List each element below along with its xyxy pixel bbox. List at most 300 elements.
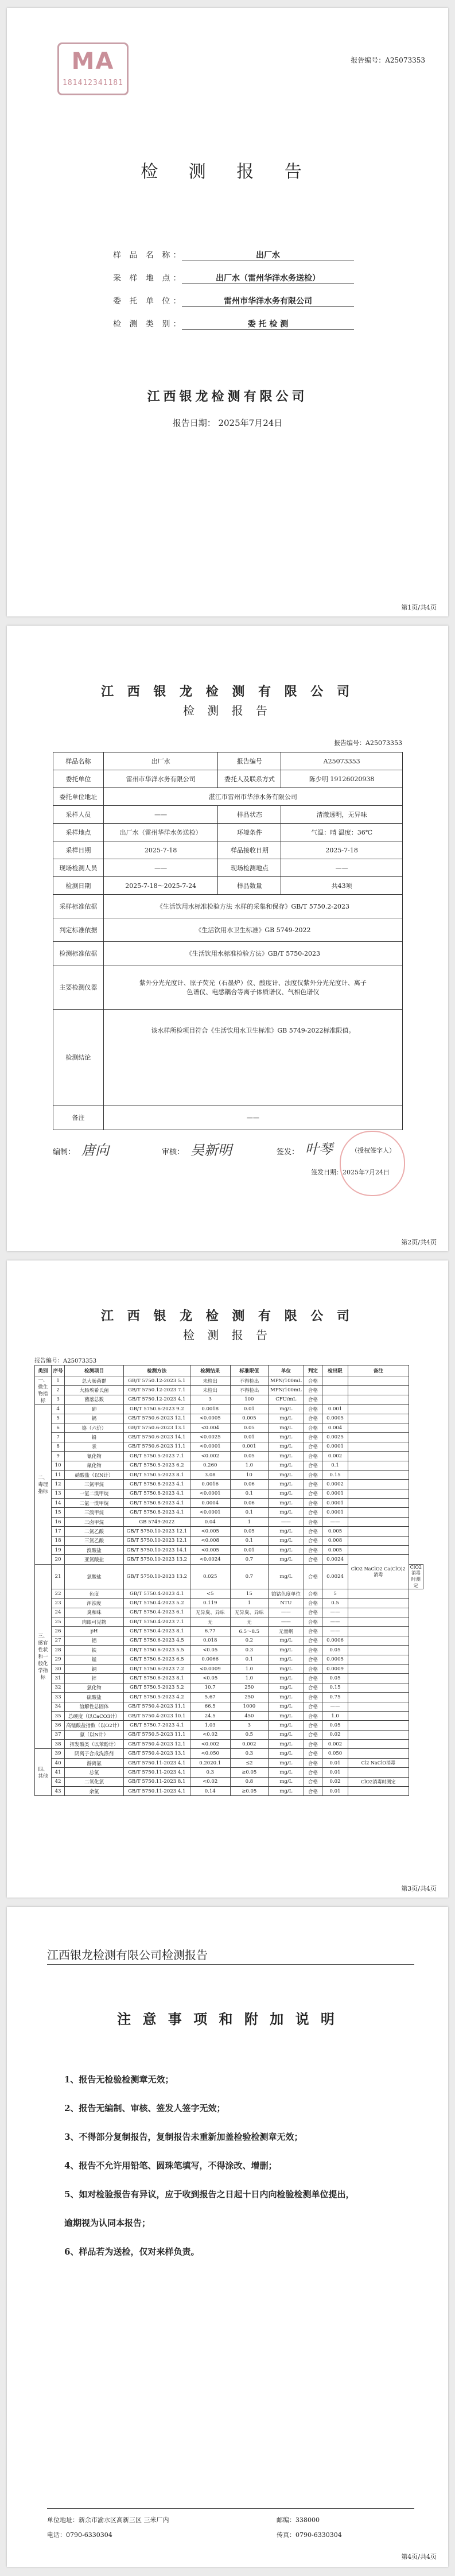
table-cell: 检测日期 [53,877,104,895]
method-cell: GB/T 5750.5-2023 4.2 [123,1693,190,1702]
method-cell: GB/T 5750.6-2023 6.5 [123,1655,190,1664]
seq-cell: 41 [51,1768,65,1777]
detection-limit-cell: —— [322,1627,348,1636]
address-value: 新余市渝水区高新三区 三米厂内 [79,2516,169,2524]
detection-limit-cell: 0.005 [322,1527,348,1536]
item-cell: 总大肠菌群 [65,1376,123,1386]
result-cell: <0.0024 [190,1555,230,1564]
detection-limit-cell: 0.050 [322,1749,348,1758]
unit-cell: mg/L [269,1555,304,1564]
header-cell: 序号 [51,1365,65,1376]
limit-cell: 250 [230,1683,269,1692]
judgement-cell: 合格 [304,1564,322,1589]
item-cell: 汞 [65,1442,123,1451]
limit-cell: 0.05 [230,1452,269,1461]
item-cell: 阴离子合成洗涤剂 [65,1749,123,1758]
remark-cell [348,1721,409,1730]
method-cell: GB/T 5750.6-2023 11.1 [123,1442,190,1451]
detection-limit-cell: 0.0024 [322,1564,348,1589]
table-cell: —— [103,806,218,824]
method-cell: GB/T 5750.6-2023 7.2 [123,1664,190,1673]
item-cell: 铝 [65,1636,123,1645]
table-row [35,1702,423,1711]
remark-cell [348,1683,409,1692]
method-cell: GB/T 5750.8-2023 4.1 [123,1499,190,1508]
detection-limit-cell [322,1376,348,1386]
table-cell: 样品接收日期 [218,841,281,859]
judgement-cell: 合格 [304,1461,322,1470]
item-cell: 砷 [65,1405,123,1414]
result-cell: 无异臭、异味 [190,1608,230,1617]
method-cell: GB/T 5750.10-2023 13.2 [123,1564,190,1589]
unit-cell: mg/L [269,1777,304,1786]
remark-cell [348,1546,409,1555]
field-label: 采 样 地 点： [113,274,184,283]
cma-seal [57,42,129,95]
item-cell: 镉 [65,1414,123,1423]
detection-limit-cell: —— [322,1608,348,1617]
item-cell: pH [65,1627,123,1636]
cover-field-type [113,318,354,334]
authorized-signer-note: （授权签字人） [351,1147,395,1154]
table-row [35,1758,423,1767]
result-cell: <0.0001 [190,1442,230,1451]
item-cell: 总氯 [65,1768,123,1777]
seq-cell: 4 [51,1405,65,1414]
footer-contact [47,2530,414,2539]
method-cell: GB/T 5750.6-2023 13.1 [123,1423,190,1432]
method-cell: GB/T 5750.6-2023 8.1 [123,1674,190,1683]
seq-cell: 27 [51,1636,65,1645]
header-cell: 检测方法 [123,1365,190,1376]
item-cell: 溶解性总固体 [65,1702,123,1711]
item-cell: 臭和味 [65,1608,123,1617]
limit-cell: 0.8 [230,1777,269,1786]
unit-cell: 无量纲 [269,1627,304,1636]
company-title: 江 西 银 龙 检 测 有 限 公 司 [101,684,354,699]
judgement-cell: 合格 [304,1423,322,1432]
remark-cell [348,1423,409,1432]
seq-cell: 43 [51,1787,65,1796]
item-cell: 一氯二溴甲烷 [65,1489,123,1498]
note-item: 逾期视为认同本报告； [64,2218,151,2228]
detection-limit-cell: 1.0 [322,1711,348,1720]
table-row [53,1105,403,1130]
table-cell: —— [281,859,403,877]
judgement-cell: 合格 [304,1636,322,1645]
detection-limit-cell: 0.01 [322,1768,348,1777]
table-cell: 判定标准依据 [53,918,104,942]
unit-cell: mg/L [269,1480,304,1489]
page-number: 第2页/共4页 [401,1239,437,1246]
limit-cell: 不得检出 [230,1386,269,1395]
detection-limit-cell: 0.15 [322,1470,348,1479]
method-cell: GB/T 5750.12-2023 5.1 [123,1376,190,1386]
seq-cell: 42 [51,1777,65,1786]
result-cell: <0.008 [190,1536,230,1545]
table-cell: 《生活饮用水标准检验方法 水样的采集和保存》GB/T 5750.2-2023 [103,895,402,918]
limit-cell: ≤2 [230,1758,269,1767]
limit-cell: 100 [230,1395,269,1404]
unit-cell: mg/L [269,1711,304,1720]
unit-cell: mg/L [269,1787,304,1796]
judgement-cell: 合格 [304,1702,322,1711]
table-cell: 清澈透明，无异味 [281,806,403,824]
report-date: 报告日期： 2025年7月24日 [172,418,283,428]
judgement-cell: 合格 [304,1405,322,1414]
category-cell: 二、毒理指标 [35,1405,52,1565]
header-cell: 检出限 [322,1365,348,1376]
table-cell: 采样日期 [53,841,104,859]
result-cell: 0.3 [190,1768,230,1777]
judgement-cell: 合格 [304,1664,322,1673]
header-cell: 备注 [348,1365,409,1376]
judgement-cell: 合格 [304,1768,322,1777]
field-value: 出厂水（雷州华洋水务送检） [182,272,354,284]
judgement-cell: 合格 [304,1414,322,1423]
table-row [53,806,403,824]
seq-cell: 6 [51,1423,65,1432]
table-row [35,1636,423,1645]
table-cell: 2025-7-18 [103,841,218,859]
limit-cell: 1.0 [230,1674,269,1683]
remark-cell [348,1636,409,1645]
seq-cell: 2 [51,1386,65,1395]
detection-limit-cell: 0.0005 [322,1414,348,1423]
judgement-cell: 合格 [304,1787,322,1796]
note-item: 1、报告无检验检测章无效； [64,2074,174,2085]
method-cell: GB/T 5750.4-2023 10.1 [123,1711,190,1720]
result-cell: 未检出 [190,1386,230,1395]
table-row [53,1010,403,1105]
detection-limit-cell: 0.0025 [322,1433,348,1442]
seq-cell: 7 [51,1433,65,1442]
field-value: 出厂水 [182,249,354,261]
detection-limit-cell: —— [322,1617,348,1626]
item-cell: 大肠埃希氏菌 [65,1386,123,1395]
field-value: 雷州市华洋水务有限公司 [182,295,354,307]
judgement-cell: 合格 [304,1395,322,1404]
seq-cell: 14 [51,1499,65,1508]
unit-cell: mg/L [269,1470,304,1479]
item-cell: 肉眼可见物 [65,1617,123,1626]
detection-limit-cell: 0.0006 [322,1636,348,1645]
unit-cell: mg/L [269,1646,304,1655]
unit-cell: mg/L [269,1721,304,1730]
remark-cell [348,1499,409,1508]
item-cell: 三氯甲烷 [65,1480,123,1489]
footer-address [47,2515,414,2524]
item-cell: 二氯乙酸 [65,1527,123,1536]
method-cell: GB/T 5750.10-2023 13.2 [123,1555,190,1564]
table-row [35,1452,423,1461]
table-row [53,965,403,1010]
remark-cell [348,1646,409,1655]
item-cell: 余氯 [65,1787,123,1796]
detection-limit-cell: 0.002 [322,1452,348,1461]
seq-cell: 16 [51,1517,65,1526]
remark-cell [348,1405,409,1414]
method-cell: GB/T 5750.6-2023 4.5 [123,1636,190,1645]
method-cell: GB/T 5750.8-2023 4.1 [123,1480,190,1489]
judgement-cell: 合格 [304,1386,322,1395]
table-cell: 《生活饮用水卫生标准》GB 5749-2022 [103,918,402,942]
table-cell: 气温：晴 温度：36℃ [281,824,403,841]
seq-cell: 21 [51,1564,65,1589]
detection-limit-cell: —— [322,1517,348,1526]
limit-cell: 0.2 [230,1636,269,1645]
seal-mark: MA [71,48,115,75]
seq-cell: 24 [51,1608,65,1617]
table-row [53,841,403,859]
table-row [35,1499,423,1508]
unit-cell: mg/L [269,1564,304,1589]
result-cell: <0.005 [190,1527,230,1536]
detection-limit-cell: 0.0005 [322,1655,348,1664]
table-row [35,1664,423,1673]
table-row [35,1655,423,1664]
remark-cell [348,1536,409,1545]
result-cell: <0.0009 [190,1664,230,1673]
result-cell: 24.5 [190,1711,230,1720]
table-cell: 样品名称 [53,752,104,770]
header-divider [47,1964,414,1965]
limit-cell: 0.3 [230,1646,269,1655]
report-cover-page [7,8,448,616]
detection-limit-cell: 0.75 [322,1693,348,1702]
method-cell: GB/T 5750.8-2023 4.1 [123,1508,190,1517]
item-cell: 三溴甲烷 [65,1508,123,1517]
table-row [53,895,403,918]
item-cell: 三卤甲烷 [65,1517,123,1526]
limit-cell: ≥0.05 [230,1768,269,1777]
remark-cell [348,1489,409,1498]
seq-cell: 8 [51,1442,65,1451]
detection-limit-cell: 0.0001 [322,1489,348,1498]
item-cell: 硫酸盐 [65,1693,123,1702]
result-cell: 0.260 [190,1461,230,1470]
judgement-cell: 合格 [304,1740,322,1749]
unit-cell: mg/L [269,1655,304,1664]
seq-cell: 18 [51,1536,65,1545]
judgement-cell: 合格 [304,1546,322,1555]
table-row [53,859,403,877]
judgement-cell: 合格 [304,1489,322,1498]
judgement-cell: 合格 [304,1627,322,1636]
remark-cell [348,1617,409,1626]
table-row [35,1608,423,1617]
seq-cell: 1 [51,1376,65,1386]
table-row [35,1674,423,1683]
cover-field-client [113,295,354,311]
remark-cell: Cl2 NaClO消毒 [348,1758,409,1767]
result-cell: 6.77 [190,1627,230,1636]
category-cell: 四、其他 [35,1749,52,1796]
unit-cell: mg/L [269,1664,304,1673]
limit-cell: 15 [230,1589,269,1598]
unit-cell: mg/L [269,1758,304,1767]
detection-limit-cell: 0.5 [322,1599,348,1608]
limit-cell: 0.001 [230,1442,269,1451]
table-cell: 现场检测人员 [53,859,104,877]
limit-cell: 1 [230,1517,269,1526]
result-cell: 0.119 [190,1599,230,1608]
seq-cell: 11 [51,1470,65,1479]
company-stamp [340,1131,405,1196]
limit-cell: 1.0 [230,1664,269,1673]
table-row [35,1489,423,1498]
unit-cell: MPN/100mL [269,1386,304,1395]
seq-cell: 33 [51,1693,65,1702]
judgement-cell: 合格 [304,1433,322,1442]
remark-cell [348,1740,409,1749]
unit-cell: —— [269,1608,304,1617]
unit-cell: mg/L [269,1442,304,1451]
unit-cell: NTU [269,1599,304,1608]
seq-cell: 34 [51,1702,65,1711]
table-cell: 雷州市华洋水务有限公司 [103,770,218,788]
cover-field-sample [113,249,354,265]
unit-cell: mg/L [269,1674,304,1683]
unit-cell: mg/L [269,1683,304,1692]
table-row [35,1768,423,1777]
item-cell: 氯化物 [65,1683,123,1692]
unit-cell: 铂钴色度单位 [269,1589,304,1598]
judgement-cell: 合格 [304,1693,322,1702]
unit-cell: mg/L [269,1414,304,1423]
seq-cell: 40 [51,1758,65,1767]
footer-divider [47,2508,414,2509]
table-cell: 该水样所检项目符合《生活饮用水卫生标准》GB 5749-2022标准限值。 [103,1010,402,1105]
table-row [35,1721,423,1730]
method-cell: GB/T 5750.6-2023 5.5 [123,1646,190,1655]
notes-page-header: 江西银龙检测有限公司检测报告 [47,1948,208,1962]
result-cell: <0.05 [190,1674,230,1683]
judgement-cell: 合格 [304,1617,322,1626]
method-cell: GB/T 5750.5-2023 8.1 [123,1470,190,1479]
judgement-cell: 合格 [304,1646,322,1655]
result-cell: 3 [190,1395,230,1404]
result-cell: <0.05 [190,1646,230,1655]
table-cell: 样品数量 [218,877,281,895]
seq-cell: 25 [51,1617,65,1626]
remark-cell [348,1395,409,1404]
seq-cell: 22 [51,1589,65,1598]
table-row [35,1536,423,1545]
table-row [35,1480,423,1489]
result-cell: 0.025 [190,1564,230,1589]
remark-cell: ClO2 NaClO2 Ca(ClO)2 消毒 [348,1555,409,1589]
method-cell: GB/T 5750.12-2023 4.1 [123,1395,190,1404]
method-cell: GB/T 5750.4-2023 12.1 [123,1740,190,1749]
detection-limit-cell: 0.0001 [322,1442,348,1451]
seq-cell: 37 [51,1730,65,1739]
judgement-cell: 合格 [304,1655,322,1664]
item-cell: 铁 [65,1646,123,1655]
detection-limit-cell: 0.05 [322,1721,348,1730]
remark-cell [348,1702,409,1711]
table-row [35,1405,423,1414]
result-cell: 0.018 [190,1636,230,1645]
remark-cell [348,1480,409,1489]
item-cell: 铅 [65,1433,123,1442]
table-row [35,1555,423,1564]
field-value: 委 托 检 测 [182,318,354,330]
limit-cell: 3 [230,1721,269,1730]
judgement-cell: 合格 [304,1442,322,1451]
remark-cell [348,1517,409,1526]
limit-cell: 不得检出 [230,1376,269,1386]
table-cell: A25073353 [281,752,403,770]
limit-cell: 无异臭、异味 [230,1608,269,1617]
limit-cell: 10 [230,1470,269,1479]
detection-limit-cell: 0.005 [322,1546,348,1555]
table-row [35,1749,423,1758]
detection-limit-cell: 0.002 [322,1740,348,1749]
detection-limit-cell: 0.008 [322,1536,348,1545]
method-cell: GB/T 5750.5-2023 5.2 [123,1683,190,1692]
detection-limit-cell: 0.01 [322,1758,348,1767]
result-cell: 0.0018 [190,1405,230,1414]
judgement-cell: 合格 [304,1589,322,1598]
seq-cell: 35 [51,1711,65,1720]
table-cell: 陈少明 19126020938 [281,770,403,788]
note-item: 3、不得部分复制报告，复制报告未重新加盖检验检测章无效； [64,2132,303,2142]
seq-cell: 23 [51,1599,65,1608]
item-cell: 游离氯 [65,1758,123,1767]
unit-cell: mg/L [269,1730,304,1739]
item-cell: 溴酸盐 [65,1546,123,1555]
table-row [53,824,403,841]
seal-number: 181412341181 [63,79,123,87]
table-row [35,1517,423,1526]
limit-cell: 6.5～8.5 [230,1627,269,1636]
detection-limit-cell: 0.0002 [322,1480,348,1489]
report-results-page [7,1260,448,1898]
item-cell: 挥发酚类（以苯酚计） [65,1740,123,1749]
header-cell: 标准限值 [230,1365,269,1376]
table-row [35,1470,423,1479]
remark-cell [348,1442,409,1451]
judgement-cell: 合格 [304,1683,322,1692]
table-cell: —— [103,1105,402,1130]
table-row [35,1376,423,1386]
judgement-cell: 合格 [304,1608,322,1617]
judgement-cell: 合格 [304,1758,322,1767]
limit-cell: 0.1 [230,1508,269,1517]
item-cell: 总硬度（以CaCO3计） [65,1711,123,1720]
unit-cell: mg/L [269,1452,304,1461]
seq-cell: 3 [51,1395,65,1404]
remark-cell [348,1433,409,1442]
seq-cell: 13 [51,1489,65,1498]
seq-cell: 19 [51,1546,65,1555]
report-info-page [7,626,448,1251]
judgement-cell: 合格 [304,1480,322,1489]
seq-cell: 17 [51,1527,65,1536]
table-row [35,1442,423,1451]
table-row [35,1617,423,1626]
tel-value: 0790-6330304 [66,2531,112,2539]
remark-cell [348,1470,409,1479]
result-cell: 1.03 [190,1721,230,1730]
table-row [35,1527,423,1536]
table-row [53,788,403,806]
limit-cell: 0.1 [230,1655,269,1664]
unit-cell: mg/L [269,1636,304,1645]
unit-cell: mg/L [269,1740,304,1749]
result-cell: <0.002 [190,1452,230,1461]
